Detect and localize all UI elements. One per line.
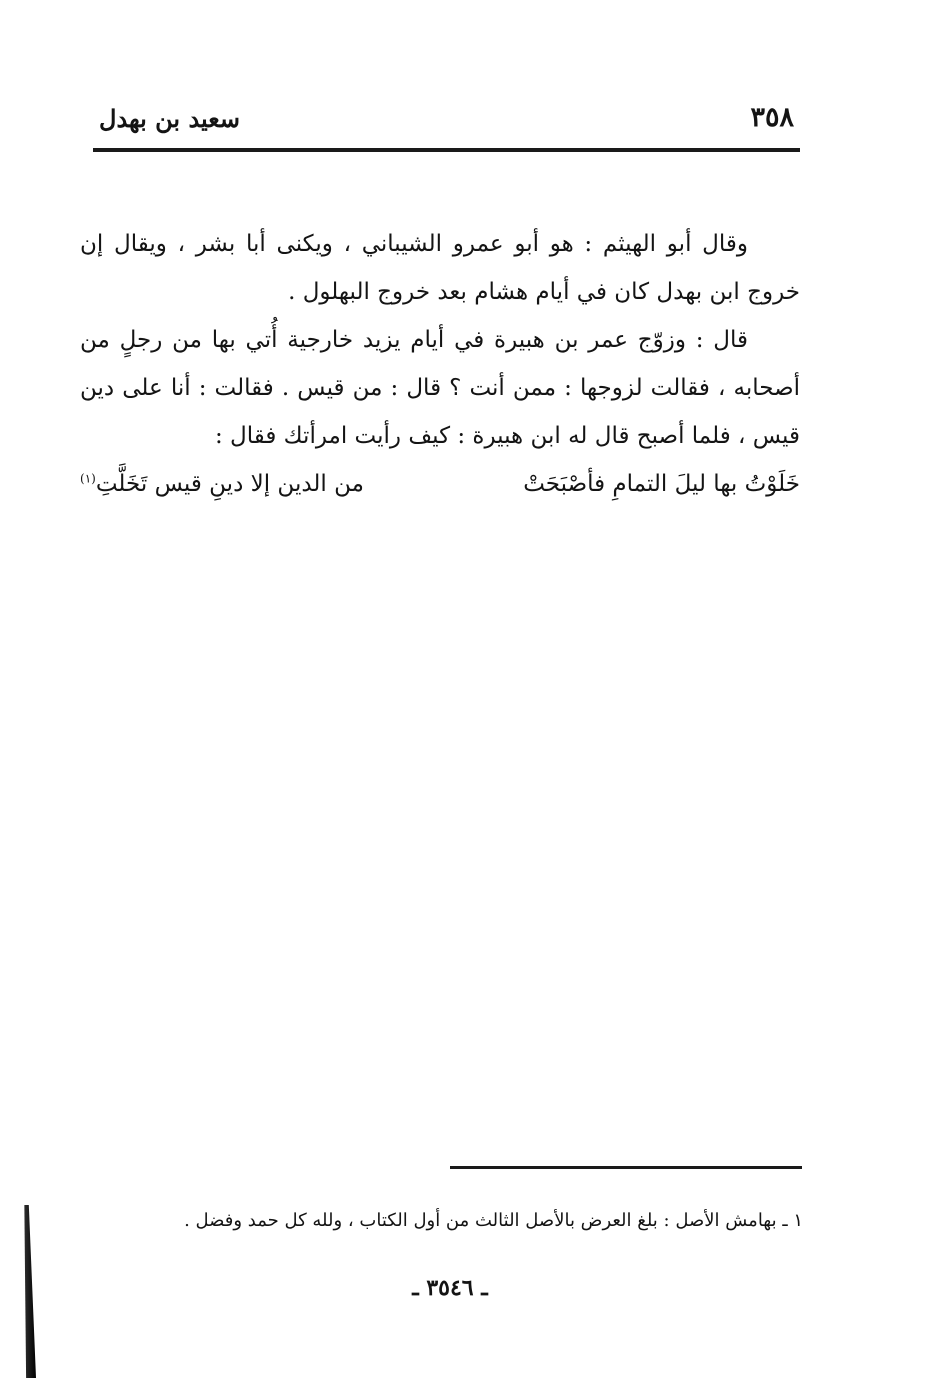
verse-line [80,460,800,508]
verse-first-hemistich: خَلَوْتُ بها ليلَ التمامِ فأصْبَحَتْ [523,471,800,497]
header-page-number: ٣٥٨ [750,102,794,133]
body-text [80,220,800,508]
page-header [93,100,800,144]
header-rule [93,148,800,152]
paragraph-2: قال : وزوّج عمر بن هبيرة في أيام يزيد خارجية أُتي بها من رجلٍ من أصحابه ، فقالت لزوجها : ممن أنت ؟ قال : من قيس . فقالت : أنا على دين قيس ، فلما أصبح قال له ابن هبيرة : كيف رأيت امرأتك فقال : [80,327,800,449]
footnote-1: ١ ـ بهامش الأصل : بلغ العرض بالأصل الثالث من أول الكتاب ، ولله كل حمد وفضل . [184,1210,803,1231]
running-title: سعيد بن بهدل [99,104,240,133]
binding-shadow [18,1205,36,1378]
verse-second-hemistich [80,460,364,508]
footer-page-number: ـ ٣٥٤٦ ـ [412,1275,488,1301]
footnote-rule [450,1166,802,1169]
paragraph-1: وقال أبو الهيثم : هو أبو عمرو الشيباني ، ويكنى أبا بشر ، ويقال إن خروج ابن بهدل كان في أيام هشام بعد خروج البهلول . [80,231,800,305]
verse-second-hemistich-text: من الدين إلا دينِ قيس تَخَلَّتِ [95,471,364,497]
footnote-marker: (١) [80,471,96,486]
